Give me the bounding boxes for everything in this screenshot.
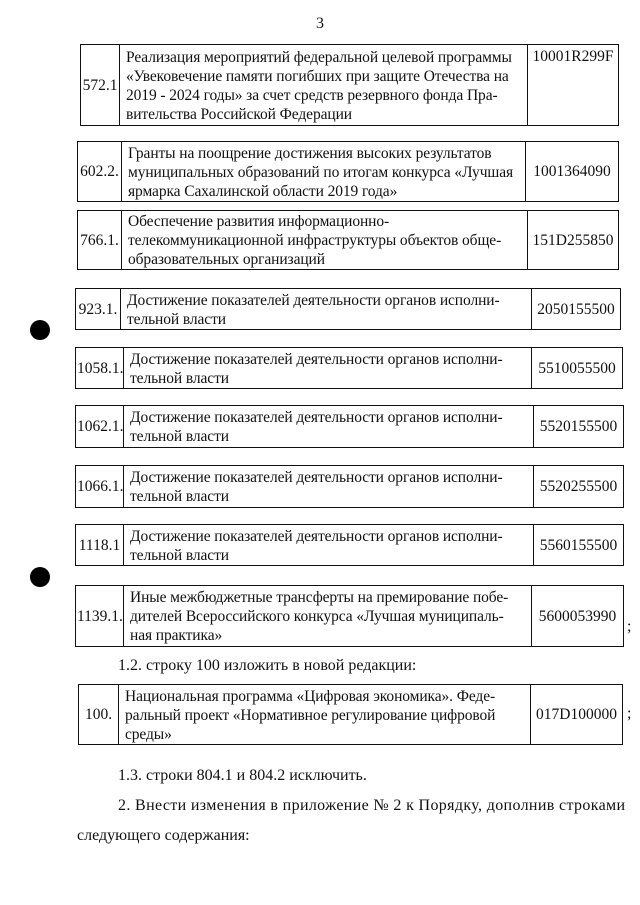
row-number: 766.1. — [78, 211, 122, 270]
row-number: 1066.1. — [76, 466, 124, 508]
description-line: муниципальных образований по итогам конкурса «Лучшая — [128, 163, 514, 181]
description-line: ная практика» — [130, 627, 223, 644]
description-line: 2019 - 2024 годы» за счет средств резервного фонда Пра- — [126, 86, 498, 104]
row-description — [121, 289, 532, 330]
punch-hole-lower — [30, 567, 50, 587]
description-line: Достижение показателей деятельности органов исполни- — [130, 527, 503, 545]
description-line: Национальная программа «Цифровая экономика». Феде- — [125, 687, 496, 705]
description-line: дителей Всероссийского конкурса «Лучшая муниципаль- — [130, 608, 504, 625]
table-row — [78, 684, 623, 745]
row-number: 1118.1 — [76, 525, 124, 566]
description-line: «Увековечение памяти погибших при защите Отечества на — [126, 67, 509, 85]
description-line: Гранты на поощрение достижения высоких результатов — [128, 144, 492, 162]
description-line: Достижение показателей деятельности органов исполни- — [130, 409, 503, 426]
row-number: 602.2. — [78, 142, 122, 202]
row-description — [122, 211, 528, 270]
description-line: Обеспечение развития информационно- — [128, 213, 390, 230]
row-code: 017D100000 — [531, 685, 623, 745]
table-row — [77, 210, 619, 270]
description-line: образовательных организаций — [128, 251, 325, 268]
row-code: 5520155500 — [534, 406, 624, 448]
row-code: 2050155500 — [532, 289, 621, 330]
paragraph-2-line-1: 2. Внести изменения в приложение № 2 к Порядку, дополнив строками — [118, 797, 626, 814]
description-line: Достижение показателей деятельности органов исполни- — [130, 469, 503, 486]
row-description — [124, 406, 534, 448]
table-row — [80, 44, 619, 126]
punch-hole-upper — [30, 320, 50, 340]
row-number: 100. — [79, 685, 119, 745]
description-line: тельной власти — [130, 428, 229, 445]
table-row — [75, 405, 624, 448]
row-code: 5520255500 — [534, 466, 624, 508]
row-number: 1062.1. — [76, 406, 124, 448]
row-description — [119, 685, 531, 745]
row-code: 151D255850 — [528, 211, 619, 270]
description-line: тельной власти — [130, 546, 229, 564]
row-description — [124, 466, 534, 508]
row-description — [124, 525, 534, 566]
row-description — [124, 586, 532, 647]
table-row — [75, 288, 621, 330]
row-code: 1001364090 — [526, 142, 619, 202]
row-number: 572.1 — [81, 45, 120, 126]
row-number: 1139.1. — [76, 586, 124, 647]
description-line: Реализация мероприятий федеральной целевой программы — [126, 48, 512, 66]
paragraph-2-line-2: следующего содержания: — [77, 827, 250, 844]
row-number: 923.1. — [76, 289, 121, 330]
table-row — [75, 585, 624, 647]
description-line: вительства Российской Федерации — [126, 105, 352, 123]
row-trailing-semicolon: ; — [627, 618, 632, 635]
row-number: 1058.1. — [76, 348, 124, 389]
paragraph-1-3: 1.3. строки 804.1 и 804.2 исключить. — [118, 767, 367, 784]
description-line: телекоммуникационной инфраструктуры объектов обще- — [128, 232, 502, 249]
row-description — [124, 348, 532, 389]
row-description — [120, 45, 528, 126]
table-row — [75, 465, 624, 508]
page-number: 3 — [316, 15, 324, 32]
description-line: среды» — [125, 725, 172, 743]
table-row — [75, 347, 623, 389]
table-row — [77, 141, 619, 202]
table-row — [75, 524, 624, 566]
row-description — [122, 142, 526, 202]
row-code: 5600053990 — [532, 586, 624, 647]
description-line: тельной власти — [130, 369, 229, 387]
description-line: ральный проект «Нормативное регулирование цифровой — [125, 706, 496, 724]
description-line: ярмарка Сахалинской области 2019 года» — [128, 182, 398, 200]
description-line: тельной власти — [127, 310, 226, 328]
row-code: 10001R299F — [528, 45, 619, 126]
description-line: Достижение показателей деятельности органов исполни- — [130, 350, 503, 368]
paragraph-1-2: 1.2. строку 100 изложить в новой редакции: — [118, 657, 417, 674]
description-line: Достижение показателей деятельности органов исполни- — [127, 291, 500, 309]
description-line: Иные межбюджетные трансферты на премирование побе- — [130, 589, 509, 606]
row-code: 5510055500 — [532, 348, 623, 389]
description-line: тельной власти — [130, 488, 229, 505]
row-code: 5560155500 — [534, 525, 624, 566]
row-trailing-semicolon: ; — [627, 705, 632, 722]
